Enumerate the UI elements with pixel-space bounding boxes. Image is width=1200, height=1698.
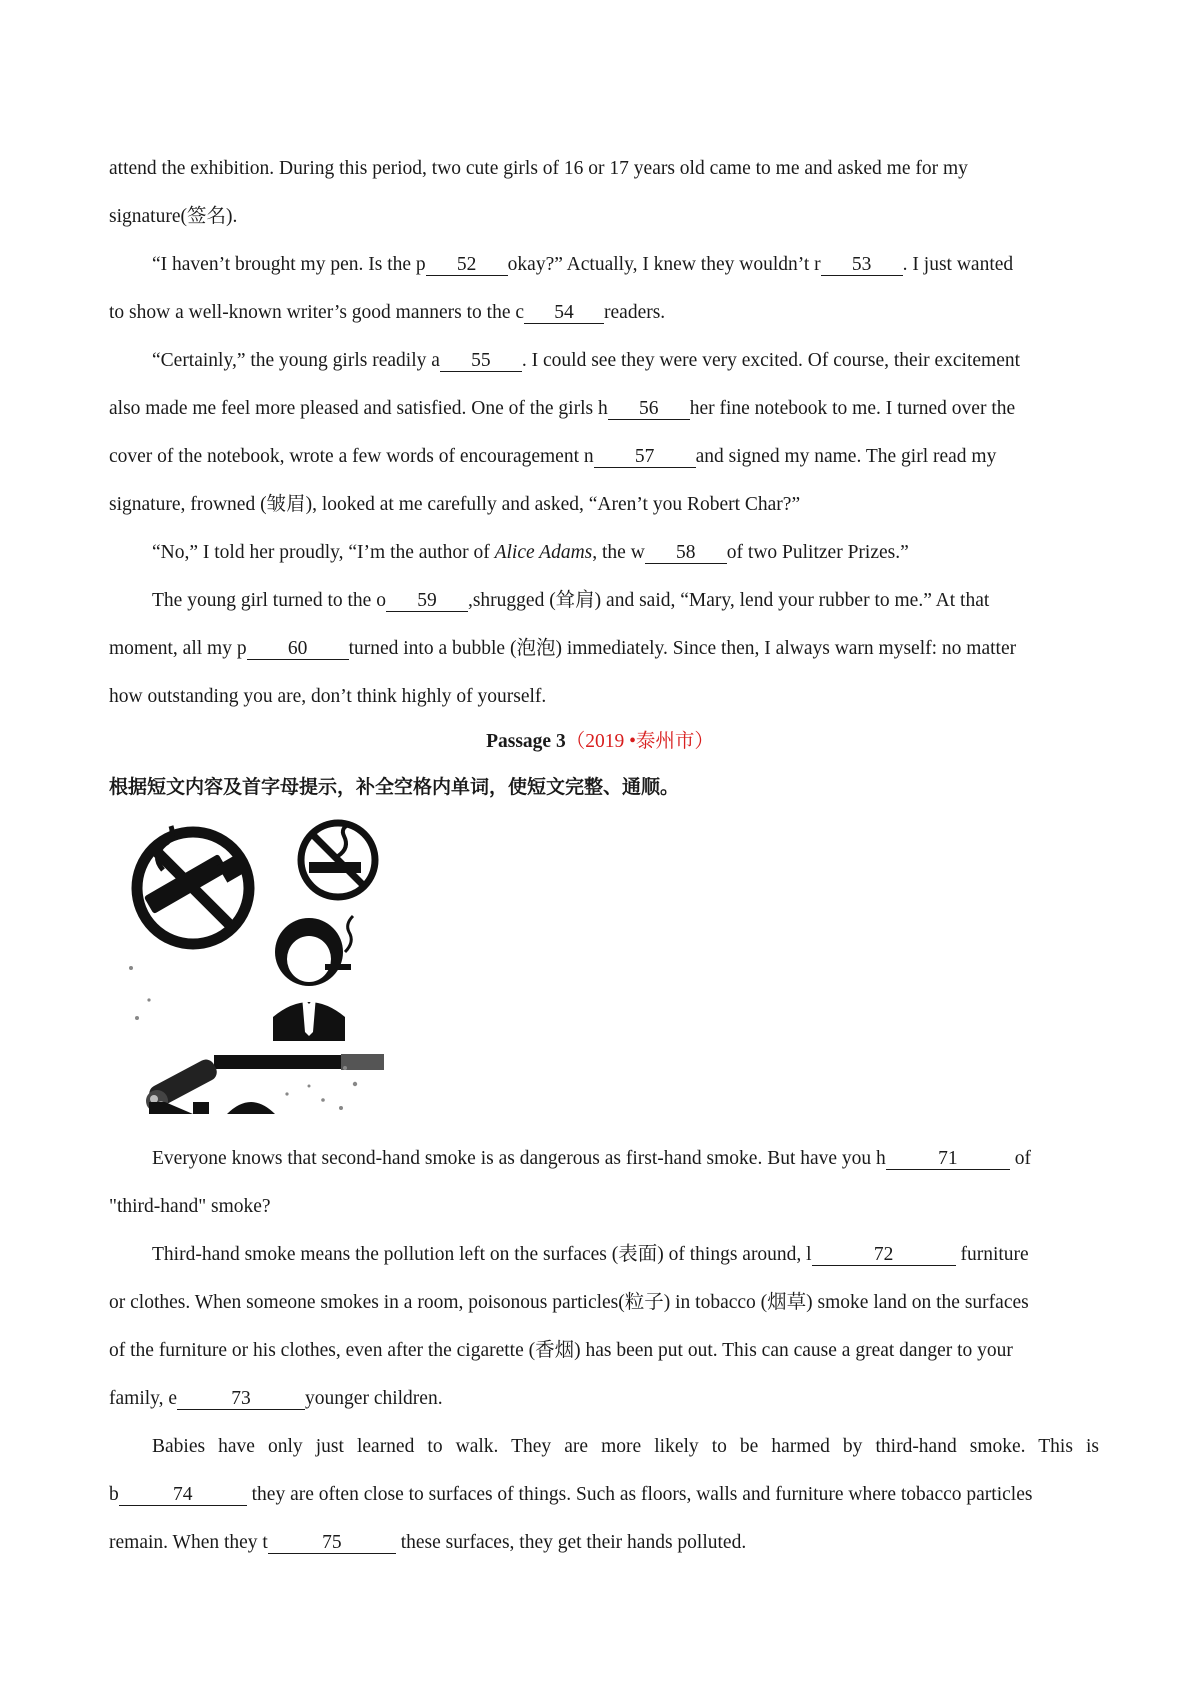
no-smoking-illustration: [109, 812, 384, 1114]
blank-75: 75: [268, 1533, 396, 1554]
passage-3-instruction: 根据短文内容及首字母提示，补全空格内单词，使短文完整、通顺。: [109, 776, 680, 798]
blank-59: 59: [386, 591, 468, 612]
p2-line-7: cover of the notebook, wrote a few words of encouragement n 57 and signed my name. The girl read my: [109, 446, 997, 467]
blank-55: 55: [440, 351, 522, 372]
p3-line-1: Everyone knows that second-hand smoke is as dangerous as first-hand smoke. But have you h 71 of: [152, 1148, 1031, 1169]
blank-71: 71: [886, 1149, 1010, 1170]
blank-74: 74: [119, 1485, 247, 1506]
p3-line-9: remain. When they t 75 these surfaces, they get their hands polluted.: [109, 1532, 747, 1553]
blank-54: 54: [524, 303, 604, 324]
p2-line-1: attend the exhibition. During this period, two cute girls of 16 or 17 years old came to me and asked me for my: [109, 158, 968, 179]
blank-56: 56: [608, 399, 690, 420]
p3-line-8: b 74 they are often close to surfaces of things. Such as floors, walls and furniture where tobacco particles: [109, 1484, 1033, 1505]
p2-line-3: “I haven’t brought my pen. Is the p 52 okay?” Actually, I knew they wouldn’t r 53 . I just wanted: [152, 254, 1014, 275]
no-smoking-illustration-svg: [109, 812, 384, 1114]
blank-58: 58: [645, 543, 727, 564]
p2-line-5: “Certainly,” the young girls readily a 55 . I could see they were very excited. Of course, their excitement: [152, 350, 1021, 371]
cigarette-bar-icon: [214, 1054, 384, 1070]
p2-line-12: how outstanding you are, don’t think highly of yourself.: [109, 686, 547, 707]
book-title: Alice Adams: [494, 542, 593, 563]
p2-line-2: signature(签名).: [109, 206, 238, 227]
p3-line-7: Babies have only just learned to walk. They are more likely to be harmed by third-hand smoke. This is: [152, 1436, 1099, 1457]
p3-line-3: Third-hand smoke means the pollution left on the surfaces (表面) of things around, l 72 furniture: [152, 1244, 1029, 1265]
blank-53: 53: [821, 255, 903, 276]
passage-3-source: （2019 •泰州市）: [565, 731, 714, 752]
blank-52: 52: [426, 255, 508, 276]
p2-line-9: “No,” I told her proudly, “I’m the author of Alice Adams, the w 58 of two Pulitzer Prizes.”: [152, 542, 909, 563]
p3-line-4: or clothes. When someone smokes in a room, poisonous particles(粒子) in tobacco (烟草) smoke land on the surfaces: [109, 1292, 1029, 1313]
passage-3-heading: Passage 3（2019 •泰州市）: [486, 731, 714, 752]
blank-57: 57: [594, 447, 696, 468]
p3-line-2: "third-hand" smoke?: [109, 1196, 271, 1217]
p2-line-6: also made me feel more pleased and satisfied. One of the girls h 56 her fine notebook to me. I turned over the: [109, 398, 1016, 419]
p2-line-8: signature, frowned (皱眉), looked at me carefully and asked, “Aren’t you Robert Char?”: [109, 494, 801, 515]
p2-line-10: The young girl turned to the o 59 ,shrugged (耸肩) and said, “Mary, lend your rubber to me.” At that: [152, 590, 990, 611]
blank-72: 72: [812, 1245, 956, 1266]
p2-line-4: to show a well-known writer’s good manners to the c 54 readers.: [109, 302, 666, 323]
p3-line-5: of the furniture or his clothes, even after the cigarette (香烟) has been put out. This can cause a great danger to your: [109, 1340, 1013, 1361]
blank-60: 60: [247, 639, 349, 660]
p2-line-11: moment, all my p 60 turned into a bubble (泡泡) immediately. Since then, I always warn myself: no matter: [109, 638, 1017, 659]
p3-line-6: family, e 73 younger children.: [109, 1388, 443, 1409]
blank-73: 73: [177, 1389, 305, 1410]
